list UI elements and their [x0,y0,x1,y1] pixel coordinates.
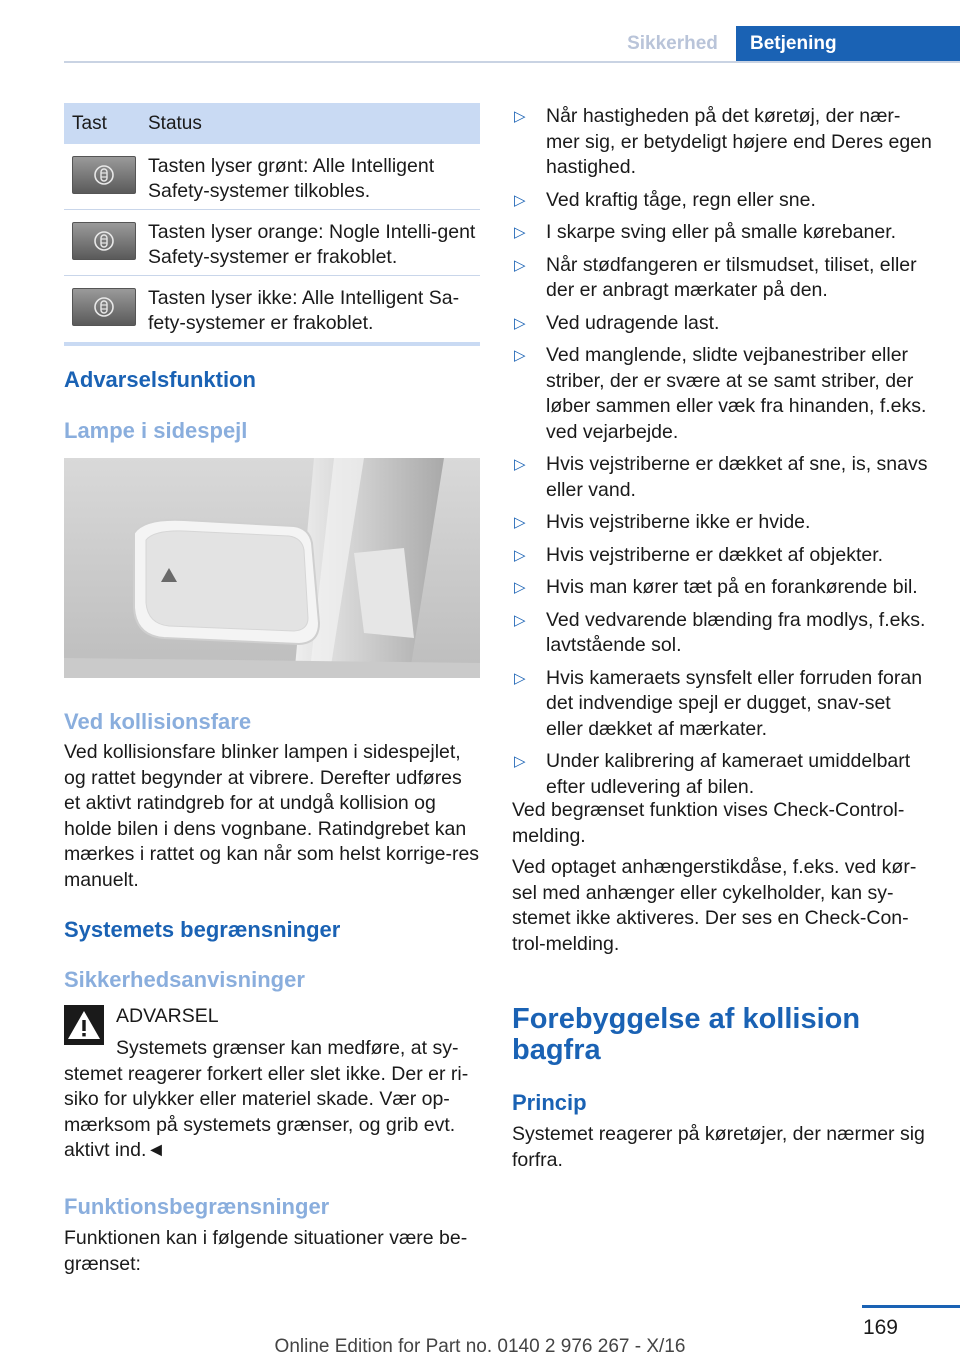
triangle-bullet-icon: ▷ [514,191,526,209]
list-item: ▷ Under kalibrering af kameraet umiddelbart efter udlevering af bilen. [514,750,911,798]
list-item: ▷ Hvis kameraets synsfelt eller forruden foran det indvendige spejl er dugget, snav-set eller dækket af mærkater. [514,666,923,740]
table-bottom-rule [64,342,480,346]
list-item: ▷ Hvis vejstriberne er dækket af objekter. [512,543,932,569]
heading-ved-kollisionsfare: Ved kollisionsfare [64,709,252,734]
list-item: ▷ Hvis vejstriberne ikke er hvide. [512,510,932,536]
triangle-bullet-icon: ▷ [514,669,526,687]
triangle-bullet-icon: ▷ [514,546,526,564]
heading-funktionsbegraensninger: Funktionsbegrænsninger [64,1194,330,1219]
col-header-status: Status [148,112,202,134]
intelligent-safety-key-icon [72,156,136,194]
table-cell-status: Tasten lyser grønt: Alle Intelligent Safety-systemer tilkobles. [148,155,435,202]
warning-text: Systemets grænser kan medføre, at sy-stemet reagerer forkert eller slet ikke. Der er ri-siko for ulykker eller materiel skade. Vær op-mærksom på systemets grænser, og grib evt. aktivt ind.◄ [64,1037,469,1161]
heading-systemets-begraensninger: Systemets begrænsninger [64,917,341,942]
header-rule [64,61,960,63]
list-item: ▷ Når hastigheden på det køretøj, der nær-mer sig, er betydeligt højere end Deres egen hastighed. [514,105,932,178]
list-item: ▷ Ved udragende last. [512,311,932,337]
triangle-bullet-icon: ▷ [514,224,526,241]
paragraph-anhaenger: Ved optaget anhængerstikdåse, f.eks. ved kør-sel med anhænger eller cykelholder, kan sy-stemet ikke aktiveres. Der ses en Check-Con-trol-melding. [512,856,917,955]
list-item: ▷ Hvis man kører tæt på en forankørende bil. [512,575,932,601]
paragraph-check-control: Ved begrænset funktion vises Check-Control-melding. [512,799,905,847]
heading-sikkerhedsanvisninger: Sikkerhedsanvisninger [64,967,305,992]
triangle-bullet-icon: ▷ [514,347,526,364]
triangle-bullet-icon: ▷ [514,456,526,473]
paragraph-kollisionsfare: Ved kollisionsfare blinker lampen i sidespejlet, og rattet begynder at vibrere. Derefter udføres et aktivt ratindgreb for at undgå kollision og holde bilen i dens vognbane. Ratindgrebet kan mærkes i rattet og kan når som helst korrige-res manuelt. [64,741,480,891]
status-table [64,103,480,346]
list-item: ▷ Hvis vejstriberne er dækket af sne, is, snavs eller vand. [514,453,928,501]
triangle-bullet-icon: ▷ [514,256,526,274]
list-item: ▷ Ved manglende, slidte vejbanestriber eller striber, der er svære at se samt striber, der løber sammen eller væk fra hinanden, f.eks. ved vejarbejde. [514,344,927,443]
table-header [64,103,480,144]
heading-princip: Princip [512,1090,587,1115]
page-number: 169 [862,1316,898,1339]
table-row [64,210,480,276]
intelligent-safety-key-icon [72,222,136,260]
triangle-bullet-icon: ▷ [514,753,526,770]
heading-advarselsfunktion: Advarselsfunktion [64,367,256,392]
triangle-bullet-icon: ▷ [514,314,526,332]
list-item: ▷ Ved kraftig tåge, regn eller sne. [512,188,932,214]
table-row [64,144,480,210]
heading-lampe-i-sidespejl: Lampe i sidespejl [64,418,248,443]
table-cell-status: Tasten lyser orange: Nogle Intelli-gent Safety-systemer er frakoblet. [148,221,476,268]
triangle-bullet-icon: ▷ [514,611,526,629]
list-item: ▷ Når stødfangeren er tilsmudset, tiliset, eller der er anbragt mærkater på den. [514,253,917,301]
limitations-list [512,104,932,807]
warning-title: ADVARSEL [116,1005,219,1027]
triangle-bullet-icon: ▷ [514,579,526,596]
list-item: ▷ I skarpe sving eller på smalle kørebaner. [512,220,932,246]
table-cell-status: Tasten lyser ikke: Alle Intelligent Sa-fety-systemer er frakoblet. [148,287,460,334]
tab-betjening[interactable]: Betjening [736,26,960,61]
triangle-bullet-icon: ▷ [514,108,526,125]
intelligent-safety-key-icon [72,288,136,326]
footer-edition: Online Edition for Part no. 0140 2 976 267 - X/16 [274,1336,686,1357]
paragraph-princip: Systemet reagerer på køretøjer, der nærmer sig forfra. [512,1123,925,1171]
table-row [64,276,480,342]
triangle-bullet-icon: ▷ [514,514,526,531]
paragraph-funktion: Funktionen kan i følgende situationer være be-grænset: [64,1227,468,1275]
footer-rule [862,1305,960,1308]
list-item: ▷ Ved vedvarende blænding fra modlys, f.eks. lavtstående sol. [514,608,926,656]
tab-sikkerhed[interactable]: Sikkerhed [627,33,718,54]
heading-forebyggelse: Forebyggelse af kollision bagfra [512,1003,861,1066]
col-header-key: Tast [72,112,107,134]
side-mirror-illustration [64,458,480,678]
